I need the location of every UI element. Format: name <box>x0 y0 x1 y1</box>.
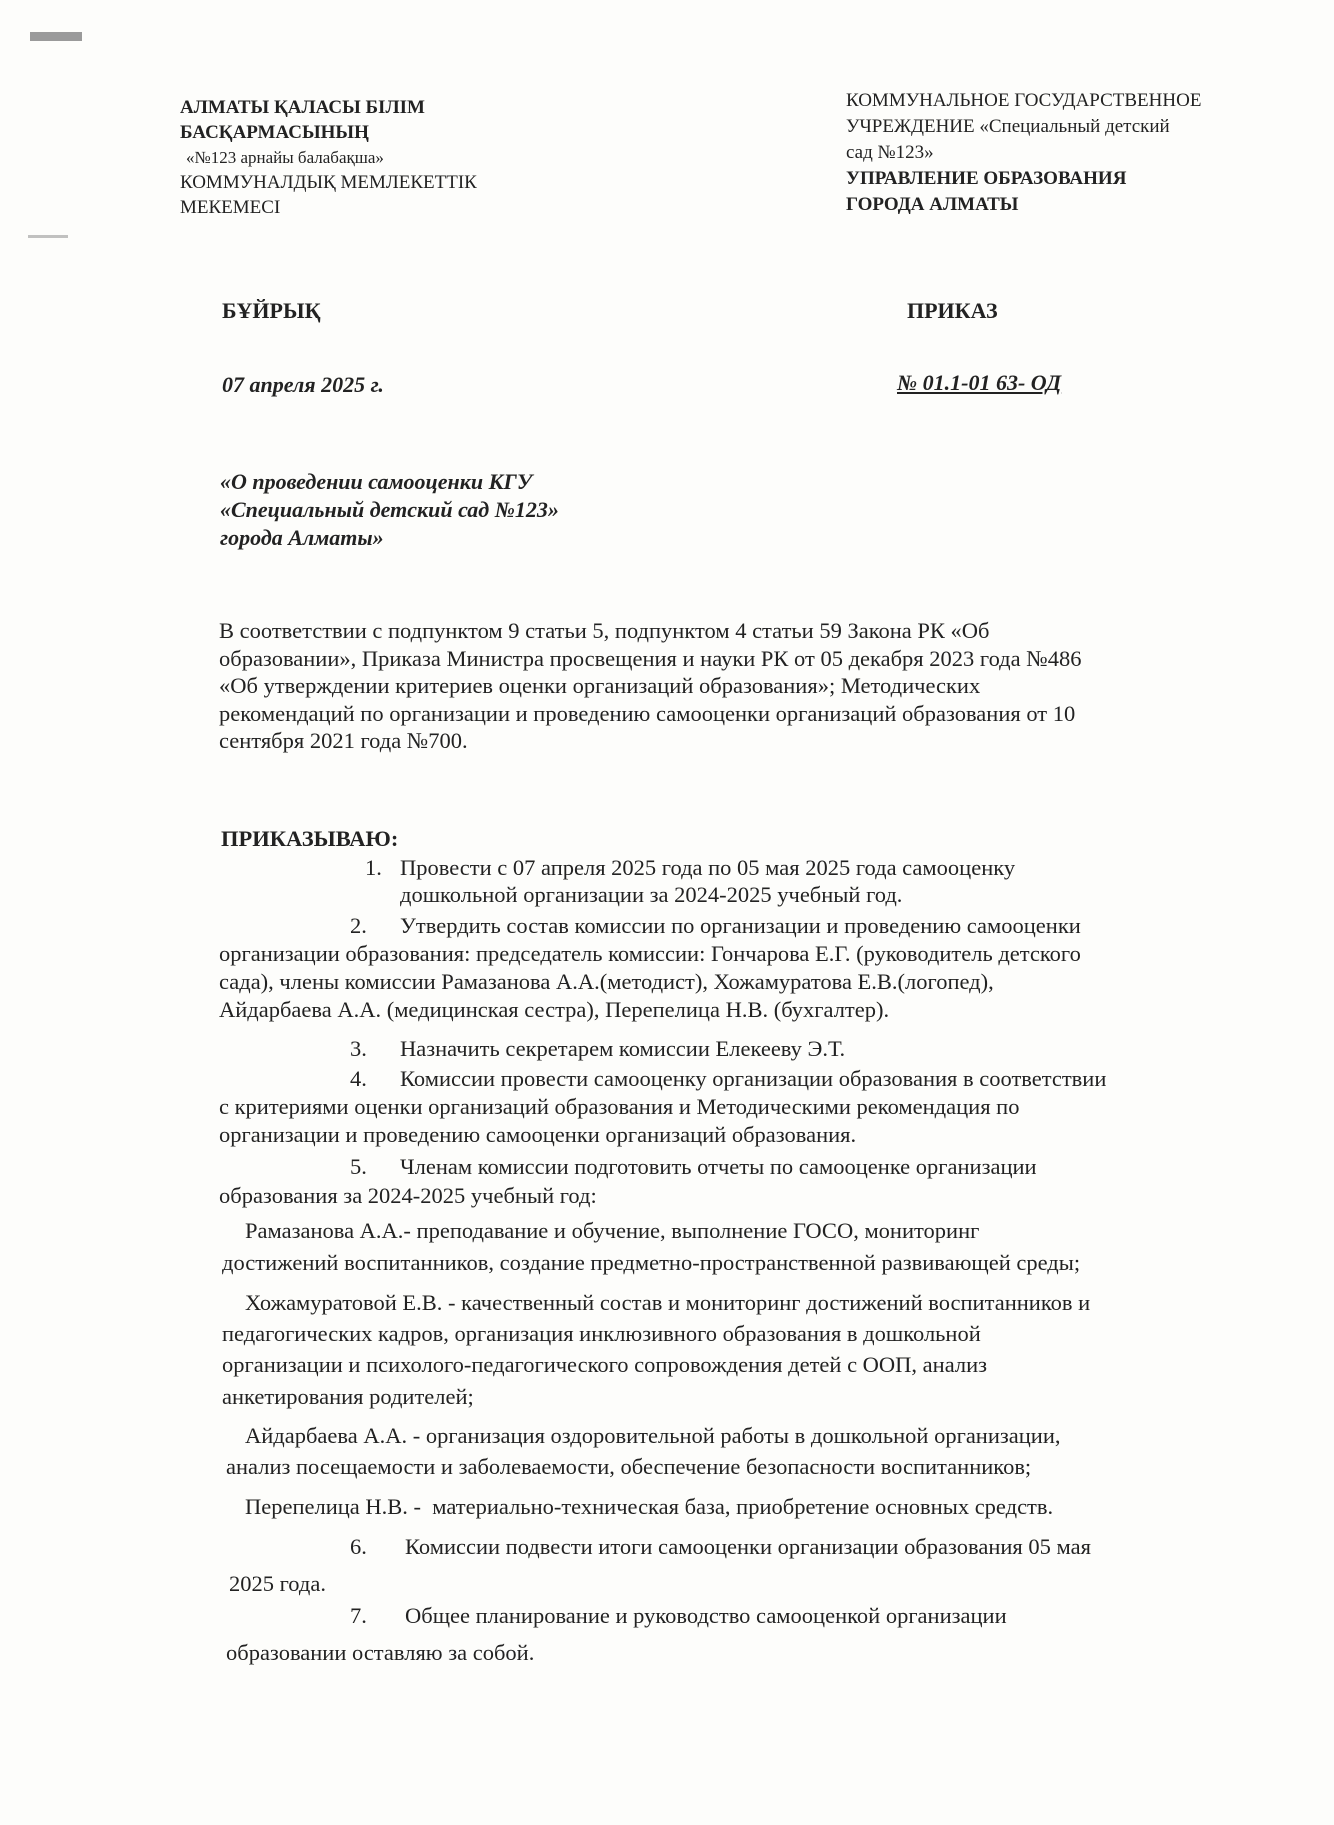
preamble-line: В соответствии с подпунктом 9 статьи 5, подпунктом 4 статьи 59 Закона РК «Об <box>219 618 990 643</box>
assignment-khozhamuratova-cont: педагогических кадров, организация инклюзивного образования в дошкольной <box>222 1321 981 1346</box>
header-ru-line4: УПРАВЛЕНИЕ ОБРАЗОВАНИЯ <box>846 168 1127 189</box>
item-number: 5. <box>350 1154 367 1179</box>
preamble <box>219 617 1081 755</box>
preamble-line: сентября 2021 года №700. <box>219 728 468 753</box>
list-item-7-cont: образовании оставляю за собой. <box>226 1640 535 1665</box>
order-subject <box>220 468 559 552</box>
item-number: 4. <box>350 1066 367 1091</box>
header-kz <box>180 95 477 220</box>
subject-line: города Алматы» <box>220 525 384 550</box>
list-item-6: Комиссии подвести итоги самооценки организации образования 05 мая <box>405 1534 1091 1559</box>
header-kz-line5: МЕКЕМЕСІ <box>180 197 281 218</box>
list-item-2-cont: организации образования: председатель комиссии: Гончарова Е.Г. (руководитель детского <box>219 941 1081 966</box>
order-date: 07 апреля 2025 г. <box>222 372 384 397</box>
list-item-2-cont: сада), члены комиссии Рамазанова А.А.(методист), Хожамуратова Е.В.(логопед), <box>219 969 994 994</box>
header-kz-line4: КОММУНАЛДЫҚ МЕМЛЕКЕТТІК <box>180 172 477 193</box>
list-item-4-cont: организации и проведению самооценки организаций образования. <box>219 1122 857 1147</box>
header-ru <box>846 88 1201 218</box>
assignment-ramazanova: Рамазанова А.А.- преподавание и обучение, выполнение ГОСО, мониторинг <box>245 1218 980 1243</box>
list-item-4-cont: с критериями оценки организаций образования и Методическими рекомендация по <box>219 1094 1020 1119</box>
item-number: 2. <box>350 913 367 938</box>
assignment-aidarbayeva: Айдарбаева А.А. - организация оздоровительной работы в дошкольной организации, <box>245 1423 1061 1448</box>
header-ru-line1: КОММУНАЛЬНОЕ ГОСУДАРСТВЕННОЕ <box>846 90 1202 111</box>
assignment-perepelitsa: Перепелица Н.В. - материально-техническая база, приобретение основных средств. <box>245 1494 1054 1519</box>
assignment-khozhamuratova-cont: организации и психолого-педагогического сопровождения детей с ООП, анализ <box>222 1352 988 1377</box>
item-number: 3. <box>350 1036 367 1061</box>
order-number: № 01.1-01 63- ОД <box>897 370 1062 395</box>
subject-line: «Специальный детский сад №123» <box>220 497 559 522</box>
header-kz-line1: АЛМАТЫ ҚАЛАСЫ БІЛІМ <box>180 97 425 118</box>
list-item-1-cont: дошкольной организации за 2024-2025 учебный год. <box>400 882 903 907</box>
header-ru-line3: сад №123» <box>846 142 934 163</box>
subject-line: «О проведении самооценки КГУ <box>220 469 533 494</box>
scan-artifact <box>28 235 68 238</box>
assignment-khozhamuratova-cont: анкетирования родителей; <box>222 1384 474 1409</box>
item-number: 6. <box>350 1534 367 1559</box>
doc-type-ru: ПРИКАЗ <box>907 298 998 323</box>
preamble-line: «Об утверждении критериев оценки организаций образования»; Методических <box>219 673 981 698</box>
list-item-3: Назначить секретарем комиссии Елекееву Э.Т. <box>400 1036 846 1061</box>
list-item-2: Утвердить состав комиссии по организации и проведению самооценки <box>400 913 1081 938</box>
preamble-line: рекомендаций по организации и проведению самооценки организаций образования от 10 <box>219 700 1076 726</box>
doc-type-kz: БҰЙРЫҚ <box>222 298 321 323</box>
list-item-7: Общее планирование и руководство самооценкой организации <box>405 1603 1007 1628</box>
list-item-5-cont: образования за 2024-2025 учебный год: <box>219 1183 597 1208</box>
assignment-ramazanova-cont: достижений воспитанников, создание предметно-пространственной развивающей среды; <box>222 1250 1081 1275</box>
header-kz-line2: БАСҚАРМАСЫНЫҢ <box>180 122 369 143</box>
list-item-1: Провести с 07 апреля 2025 года по 05 мая 2025 года самооценку <box>400 855 1016 880</box>
assignment-khozhamuratova: Хожамуратовой Е.В. - качественный состав и мониторинг достижений воспитанников и <box>245 1290 1091 1315</box>
list-item-5: Членам комиссии подготовить отчеты по самооценке организации <box>400 1154 1037 1179</box>
header-ru-line2: УЧРЕЖДЕНИЕ «Специальный детский <box>846 116 1170 137</box>
preamble-line: образовании», Приказа Министра просвещения и науки РК от 05 декабря 2023 года №486 <box>219 645 1082 671</box>
list-item-2-cont: Айдарбаева А.А. (медицинская сестра), Перепелица Н.В. (бухгалтер). <box>219 997 890 1022</box>
list-item-6-cont: 2025 года. <box>229 1571 326 1596</box>
assignment-aidarbayeva-cont: анализ посещаемости и заболеваемости, обеспечение безопасности воспитанников; <box>226 1454 1032 1479</box>
header-ru-line5: ГОРОДА АЛМАТЫ <box>846 194 1019 215</box>
item-number: 1. <box>365 855 382 880</box>
scan-artifact <box>30 32 82 41</box>
list-item-4: Комиссии провести самооценку организации образования в соответствии <box>400 1066 1107 1091</box>
header-kz-line3: «№123 арнайы балабақша» <box>186 148 384 167</box>
order-word: ПРИКАЗЫВАЮ: <box>221 826 399 851</box>
item-number: 7. <box>350 1603 367 1628</box>
